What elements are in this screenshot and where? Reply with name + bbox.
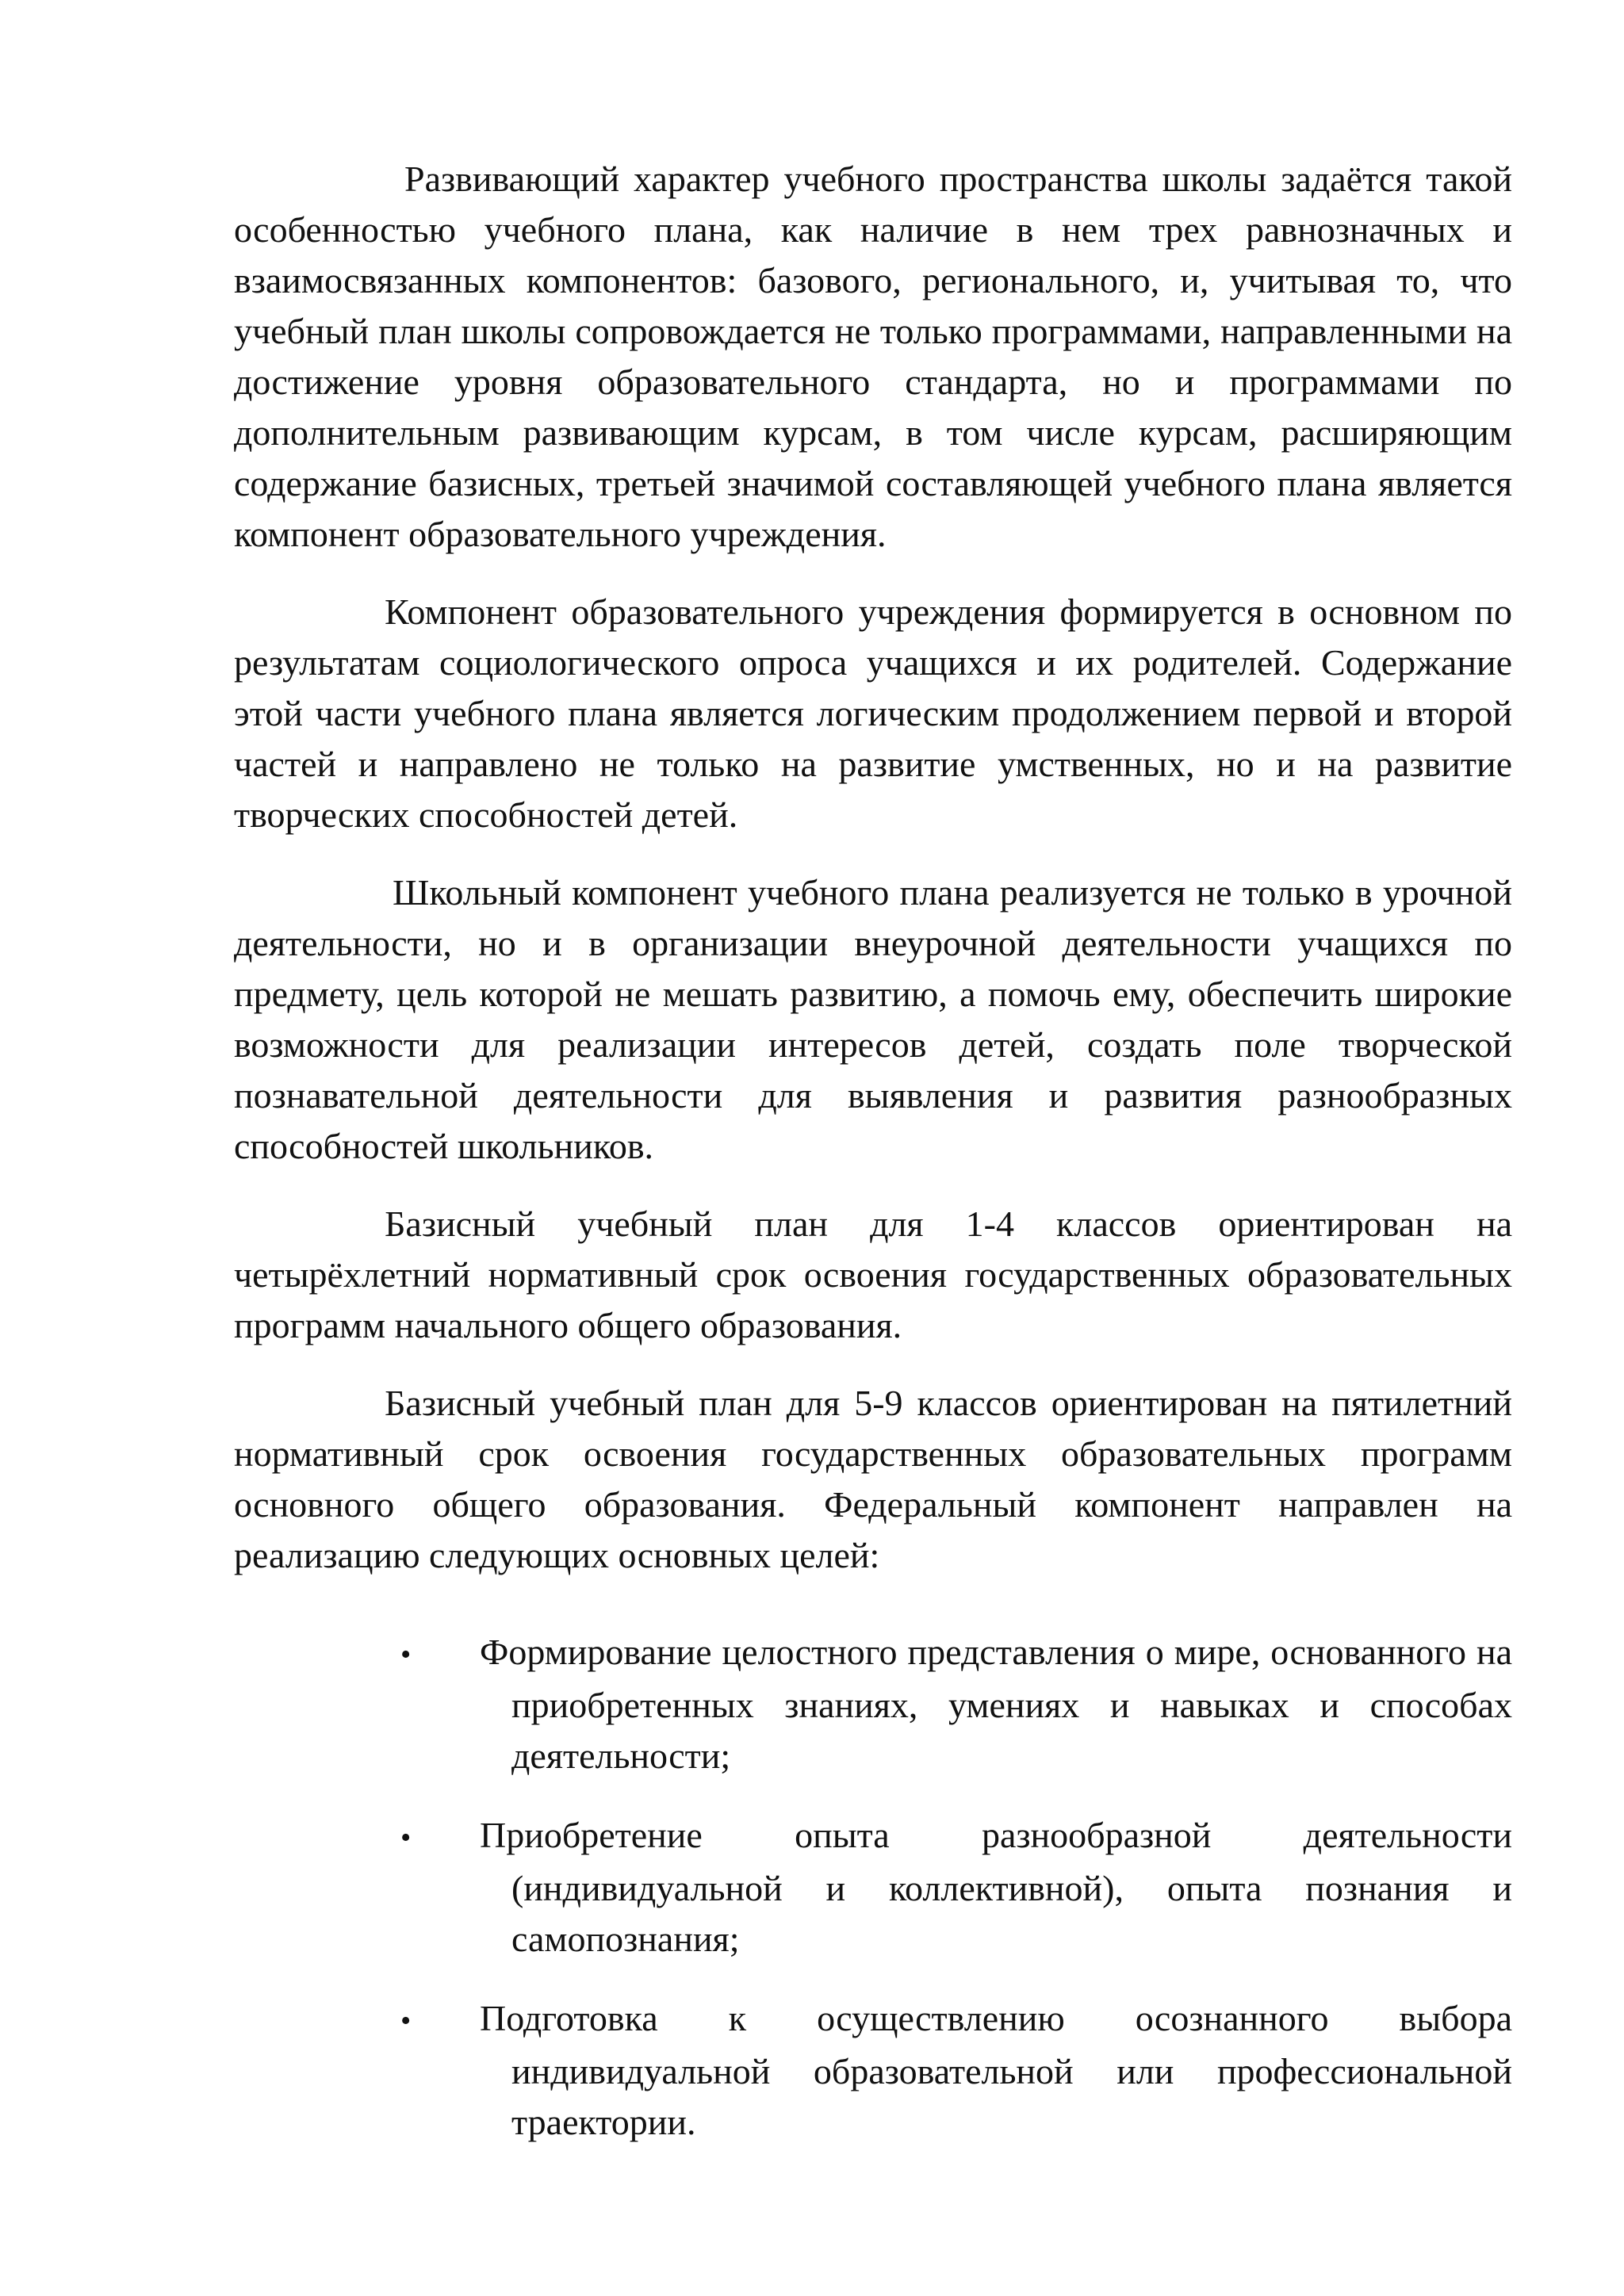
paragraph-school-component: Школьный компонент учебного плана реализуется не только в урочной деятельности, но и в организации внеурочной деятельности учащихся по предмету, цель которой не мешать развитию, а помочь ему, обеспечить широкие возможности для реализации интересов детей, создать поле творческой познавательной деятельности для выявления и развития разнообразных способностей школьников. — [234, 872, 1512, 1166]
bullet-icon: • — [400, 1638, 412, 1671]
paragraph-learning-space: Развивающий характер учебного пространства школы задаётся такой особенностью учебного плана, как наличие в нем трех равнозначных и взаимосвязанных компонентов: базового, регионального, и, учитывая то, что учебный план школы сопровождается не только программами, направленными на достижение уровня образовательного стандарта, но и программами по дополнительным развивающим курсам, в том числе курсам, расширяющим содержание базисных, третьей значимой составляющей учебного плана является компонент образовательного учреждения. — [234, 159, 1512, 554]
paragraph-grades-1-4: Базисный учебный план для 1-4 классов ориентирован на четырёхлетний нормативный срок освоения государственных образовательных программ начального общего образования. — [234, 1203, 1512, 1345]
document-body — [234, 154, 1512, 2176]
bullet-icon: • — [400, 2004, 412, 2038]
paragraph-grades-5-9: Базисный учебный план для 5-9 классов ориентирован на пятилетний нормативный срок освоения государственных образовательных программ основного общего образования. Федеральный компонент направлен на реализацию следующих основных целей: — [234, 1383, 1512, 1575]
list-item — [400, 1993, 1512, 2148]
goals-list — [234, 1627, 1512, 2148]
list-item — [400, 1627, 1512, 1781]
bullet-icon: • — [400, 1821, 412, 1854]
list-item-text: Формирование целостного представления о мире, основанного на приобретенных знаниях, умениях и навыках и способах деятельности; — [480, 1632, 1512, 1776]
list-item-text: Приобретение опыта разнообразной деятельности (индивидуальной и коллективной), опыта познания и самопознания; — [480, 1815, 1512, 1959]
paragraph-institution-component: Компонент образовательного учреждения формируется в основном по результатам социологического опроса учащихся и их родителей. Содержание этой части учебного плана является логическим продолжением первой и второй частей и направлено не только на развитие умственных, но и на развитие творческих способностей детей. — [234, 591, 1512, 835]
list-item-text: Подготовка к осуществлению осознанного выбора индивидуальной образовательной или профессиональной траектории. — [480, 1998, 1512, 2142]
list-item — [400, 1810, 1512, 1965]
